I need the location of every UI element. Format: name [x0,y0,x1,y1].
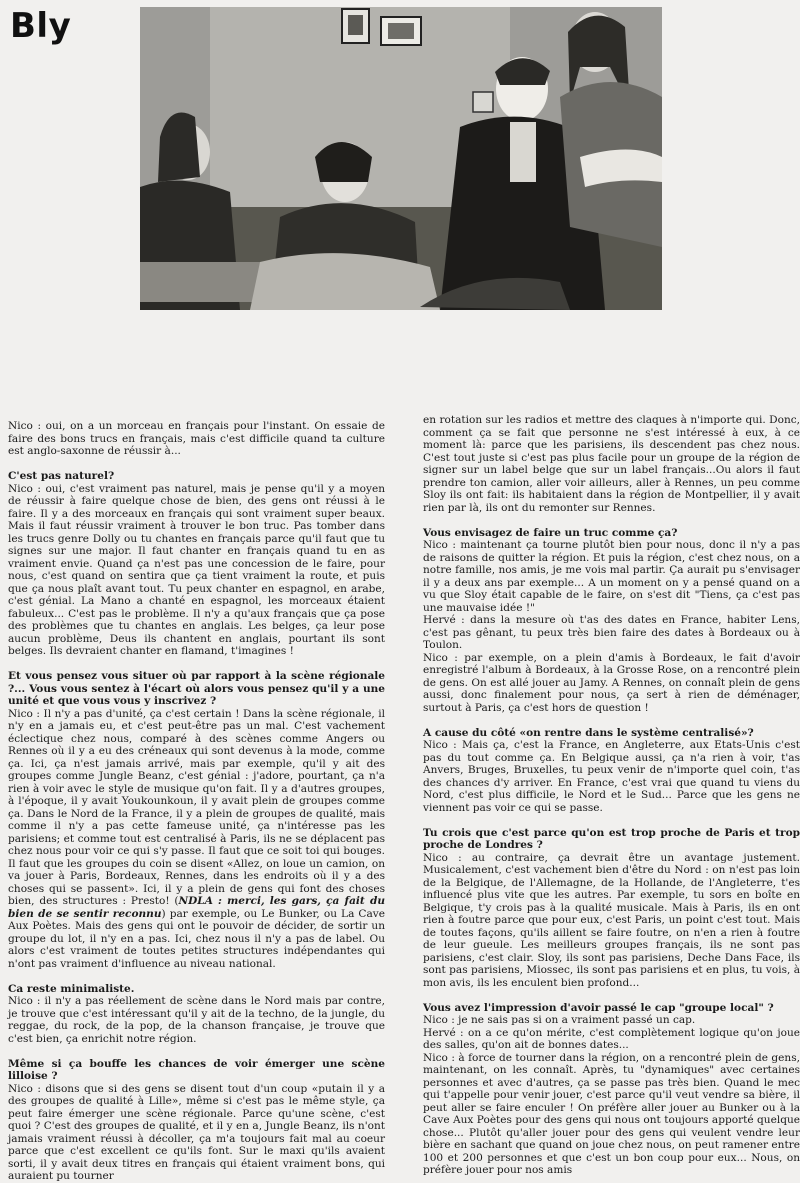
answer: Nico : oui, c'est vraiment pas naturel, mais je pense qu'il y a moyen de réussir à faire quelque chose de bien, des gens ont réussi à le faire. Il y a des morceaux en français qui sont vraiment super beaux. Mais il faut réussir vraiment à trouver le bon truc. Pas tomber dans les trucs genre Dolly ou tu chantes en français parce qu'il faut que tu signes sur une major. Il faut chanter en français quand tu en as vraiment envie. Quand ça n'est pas une concession de le faire, pour nous, c'est quand on sentira que ça tient vraiment la route, et puis que ça nous plaît avant tout. Tu peux chanter en espagnol, en arabe, c'est génial. La Mano a chanté en espagnol, les morceaux étaient fabuleux... C'est pas le problème. Il n'y a qu'aux français que ça pose des problèmes que tu chantes en anglais. Les belges, ça leur pose aucun problème, Deus ils chantent en anglais, pourtant ils sont belges. Ils devraient chanter en flamand, t'imagines ! [8,482,385,657]
question: C'est pas naturel? [8,470,115,482]
question: Ca reste minimaliste. [8,982,135,995]
answer: Nico : au contraire, ça devrait être un avantage justement. Musicalement, c'est vachement bien d'être du Nord : on n'est pas loin de la Belgique, de l'Allemagne, de la Hollande, de l'Angleterre, t'es influencé plus vite que les autres. Par exemple, tu sors en boîte en Belgique, t'y crois pas à la qualité musicale. Mais à Paris, ils en ont rien à foutre parce que pour eux, c'est Paris, un point c'est tout. Mais de toutes façons, qu'ils aillent se faire foutre, on n'en a rien à foutre de leur gueule. Les meilleurs groupes français, ils ne sont pas parisiens, c'est clair. Sloy, ils sont pas parisiens, Deche Dans Face, ils sont pas parisiens, Miossec, ils sont pas parisiens et en plus, tu vois, à mon avis, ils les enculent bien profond... [423,851,800,989]
question: Vous envisagez de faire un truc comme ça? [423,526,678,539]
question: Et vous pensez vous situer où par rapport à la scène régionale ?... Vous vous sentez à l'écart où alors vous pensez qu'il y a une unité et que vous vous y inscrivez ? [8,670,385,707]
editor-note: NDLA : merci, les gars, ça fait du bien de se sentir reconnu [8,895,385,920]
left-column [8,420,385,1183]
answer: Nico : Mais ça, c'est la France, en Angleterre, aux Etats-Unis c'est pas du tout comme ça. En Belgique aussi, ça n'a rien à voir, t'as Anvers, Bruges, Bruxelles, tu peux venir de n'importe quel coin, t'as des chances d'y arriver. En France, c'est vrai que quand tu viens du Nord, c'est plus difficile, le Nord et le Sud... Parce que les gens ne viennent pas voir ce qui se passe. [423,739,800,814]
answer: Hervé : on a ce qu'on mérite, c'est complètement logique qu'on joue des salles, qu'on ait de bonnes dates... [423,1026,800,1051]
next-page-bleed [724,0,800,420]
question: Même si ça bouffe les chances de voir émerger une scène lilloise ? [8,1057,385,1082]
band-photo-illustration [140,7,662,310]
answer-text: Nico : Il n'y a pas d'unité, ça c'est certain ! Dans la scène régionale, il n'y en a jamais eu, et c'est peut-être pas un mal. C'est vachement éclectique chez nous, comparé à des scènes comme Angers ou Rennes où il y a eu des créneaux qui sont devenus à la mode, comme ça. Ici, ça n'est jamais arrivé, mais par exemple, qu'il y ait des groupes comme Jungle Beanz, c'est génial : j'adore, pourtant, ça n'a rien à voir avec le style de musique qu'on fait. Il y a d'autres groupes, à l'époque, il y avait Youkounkoun, il y avait plein de groupes comme ça. Dans le Nord de la France, il y a plein de groupes de qualité, mais comme il n'y a pas cette fameuse unité, ça n'intéresse pas les parisiens; et comme tout est centralisé à Paris, ils ne se déplacent pas chez nous pour voir ce qui s'y passe. Il faut que ce soit toi qui bouges. Il faut que les groupes du coin se disent «Allez, on loue un camion, on va jouer à Paris, Bordeaux, Rennes, dans les endroits où il y a des choses qui se passent». Ici, il y a plein de gens qui font des choses bien, des structures : Presto! ( [8,707,385,907]
band-photo [140,7,662,310]
question: A cause du côté «on rentre dans le système centralisé»? [423,726,754,739]
answer: Nico : maintenant ça tourne plutôt bien pour nous, donc il n'y a pas de raisons de quitter la région. Et puis la région, c'est chez nous, on a notre famille, nos amis, je me vois mal partir. Ça aurait pu s'envisager il y a deux ans par exemple... A un moment on y a pensé quand on a vu que Sloy était capable de le faire, on s'est dit "Tiens, ça c'est pas une mauvaise idée !" [423,539,800,614]
answer: Nico : disons que si des gens se disent tout d'un coup «putain il y a des groupes de qualité à Lille», même si c'est pas le même style, ça peut faire émerger une scène régionale. Parce qu'une scène, c'est quoi ? C'est des groupes de qualité, et il y en a, Jungle Beanz, ils n'ont jamais vraiment réussi à décoller, ça m'a toujours fait mal au coeur parce que c'est excellent ce qu'ils font. Sur le maxi qu'ils avaient sorti, il y avait deux titres en français qui étaient vraiment bons, qui auraient pu tourner [8,1082,385,1182]
question: Vous avez l'impression d'avoir passé le cap "groupe local" ? [423,1001,774,1014]
paragraph: en rotation sur les radios et mettre des claques à n'importe qui. Donc, comment ça se fait que personne ne s'est intéressé à eux, à ce moment là: parce que les parisiens, ils descendent pas chez nous. C'est tout juste si c'est pas plus facile pour un groupe de la région de signer sur un label belge que sur un label français...Ou alors il faut prendre ton camion, aller voir ailleurs, aller à Rennes, un peu comme Sloy ils ont fait: ils habitaient dans la région de Montpellier, il y avait rien par là, ils ont du remonter sur Rennes. [423,414,800,514]
question: Tu crois que c'est parce qu'on est trop proche de Paris et trop proche de Londres ? [423,826,800,851]
right-column [423,414,800,1177]
answer: Nico : par exemple, on a plein d'amis à Bordeaux, le fait d'avoir enregistré l'album à Bordeaux, à la Grosse Rose, on a rencontré plein de gens. On est allé jouer au Jamy. A Rennes, on connaît plein de gens aussi, donc finalement pour nous, ça sert à rien de déménager, surtout à Paris, ça c'est hors de question ! [423,651,800,714]
answer-text: ) par exemple, ou Le Bunker, ou La Cave Aux Poètes. Mais des gens qui ont le pouvoir de décider, de sortir un groupe du lot, il n'y en a pas. Ici, chez nous il n'y a pas de label. Ou alors c'est vraiment de toutes petites structures indépendantes qui n'ont pas vraiment d'influence au niveau national. [8,907,385,970]
paragraph: Nico : oui, on a un morceau en français pour l'instant. On essaie de faire des bons trucs en français, mais c'est difficile quand ta culture est anglo-saxonne de réussir à... [8,420,385,457]
answer: Hervé : dans la mesure où t'as des dates en France, habiter Lens, c'est pas gênant, tu peux très bien faire des dates à Bordeaux ou à Toulon. [423,614,800,651]
answer: Nico : je ne sais pas si on a vraiment passé un cap. [423,1014,696,1026]
band-name-title: Bly [10,6,72,46]
answer: Nico : à force de tourner dans la région, on a rencontré plein de gens, maintenant, on les connaît. Après, tu "dynamiques" avec certaines personnes et avec d'autres, ça se passe pas très bien. Quand le mec qui t'appelle pour venir jouer, c'est parce qu'il veut vendre sa bière, il peut aller se faire enculer ! On préfère aller jouer au Bunker ou à la Cave Aux Poètes pour des gens qui nous ont toujours apporté quelque chose... Plutôt qu'aller jouer pour des gens qui veulent vendre leur bière en sachant que quand on joue chez nous, on peut ramener entre 100 et 200 personnes et que c'est un bon coup pour eux... Nous, on préfère jouer pour nos amis [423,1051,800,1176]
answer [8,708,385,971]
answer: Nico : il n'y a pas réellement de scène dans le Nord mais par contre, je trouve que c'est intéressant qu'il y ait de la techno, de la jungle, du reggae, du rock, de la pop, de la chanson française, je trouve que c'est bien, ça enrichit notre région. [8,995,385,1045]
